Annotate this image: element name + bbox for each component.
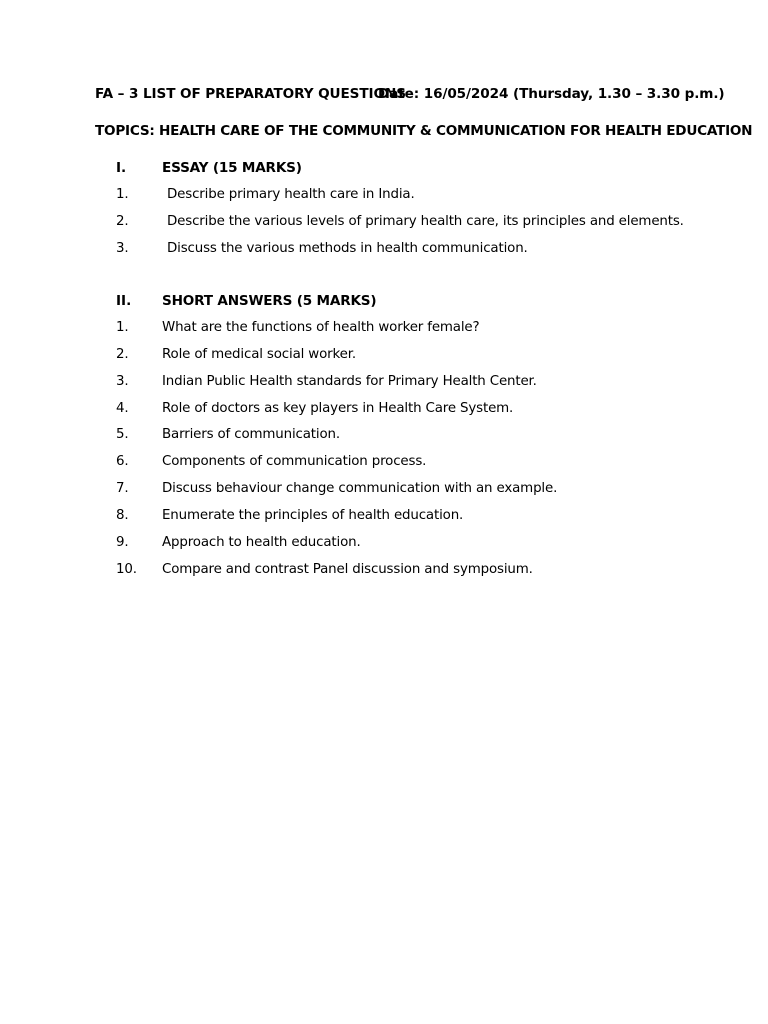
question-text: What are the functions of health worker female?	[162, 320, 480, 335]
question-number: 9.	[116, 535, 129, 550]
topics-heading: TOPICS: HEALTH CARE OF THE COMMUNITY & COMMUNICATION FOR HEALTH EDUCATION	[95, 123, 753, 139]
question-text: Enumerate the principles of health education.	[162, 508, 464, 523]
question-number: 2.	[116, 347, 129, 362]
question-text: Describe the various levels of primary health care, its principles and elements.	[167, 214, 684, 229]
question-text: Discuss behaviour change communication with an example.	[162, 481, 558, 496]
question-text: Describe primary health care in India.	[167, 187, 415, 202]
header-line	[95, 86, 725, 102]
question-number: 4.	[116, 401, 129, 416]
question-text: Role of medical social worker.	[162, 347, 356, 362]
question-number: 1.	[116, 187, 129, 202]
question-text: Discuss the various methods in health communication.	[167, 241, 528, 256]
question-number: 7.	[116, 481, 129, 496]
question-number: 8.	[116, 508, 129, 523]
question-number: 2.	[116, 214, 129, 229]
question-number: 3.	[116, 241, 129, 256]
section-title: SHORT ANSWERS (5 MARKS)	[162, 293, 377, 309]
page-title: FA – 3 LIST OF PREPARATORY QUESTIONS	[95, 86, 406, 102]
section-numeral: I.	[116, 160, 127, 176]
question-number: 1.	[116, 320, 129, 335]
question-text: Approach to health education.	[162, 535, 361, 550]
question-text: Role of doctors as key players in Health Care System.	[162, 401, 514, 416]
exam-date: Date: 16/05/2024 (Thursday, 1.30 – 3.30 p.m.)	[378, 86, 725, 102]
question-number: 10.	[116, 562, 137, 577]
question-number: 6.	[116, 454, 129, 469]
question-text: Components of communication process.	[162, 454, 427, 469]
question-text: Compare and contrast Panel discussion and symposium.	[162, 562, 533, 577]
question-number: 3.	[116, 374, 129, 389]
question-text: Indian Public Health standards for Primary Health Center.	[162, 374, 537, 389]
section-numeral: II.	[116, 293, 132, 309]
question-text: Barriers of communication.	[162, 427, 340, 442]
section-title: ESSAY (15 MARKS)	[162, 160, 302, 176]
question-number: 5.	[116, 427, 129, 442]
